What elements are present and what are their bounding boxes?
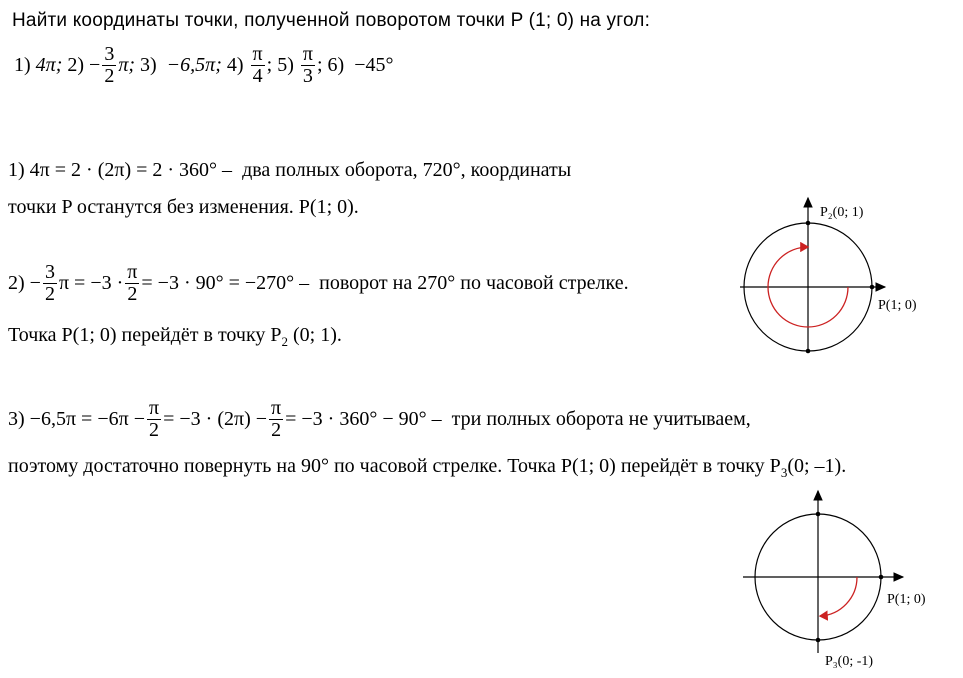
subscript: 2 xyxy=(281,334,289,349)
solution-2-math-mid-1: π = −3 · xyxy=(58,272,124,294)
separator: ; xyxy=(266,54,273,76)
task-angles xyxy=(14,44,394,87)
subscript: 3 xyxy=(780,465,788,480)
solution-1-line-2: точки P останутся без изменения. P(1; 0). xyxy=(8,196,359,218)
unit-circle-diagram-2 xyxy=(735,485,960,675)
item-number: 4) xyxy=(226,54,244,76)
angle-6: −45° xyxy=(354,54,394,76)
solution-2-line-2: Точка P(1; 0) перейдёт в точку $P_2$ (0; 1). xyxy=(8,324,342,349)
fraction-angle-5: $\frac{\pi}{3}$ xyxy=(302,43,313,87)
label-p: P(1; 0) xyxy=(887,592,926,607)
item-number: 1) xyxy=(14,54,31,76)
solution-3-fraction-2: $\frac{\pi}{2}$ xyxy=(271,397,282,441)
point-p xyxy=(879,575,884,580)
fraction-angle-2: $\frac{3}{2}$ xyxy=(104,43,115,87)
solution-2-fraction-1: $\frac{3}{2}$ xyxy=(44,261,55,305)
solution-1-line-1 xyxy=(8,159,571,182)
solution-2-prefix: 2) − xyxy=(8,272,41,294)
item-number: 5) xyxy=(277,54,294,76)
minus-sign: − xyxy=(89,54,101,76)
point-p3 xyxy=(816,638,821,643)
solution-1-math: 1) 4π = 2 · (2π) = 2 · 360° – xyxy=(8,159,233,181)
solution-3-fraction-1: $\frac{\pi}{2}$ xyxy=(148,397,160,441)
label-p3: P₃(0; -1) xyxy=(825,654,874,669)
point-bottom xyxy=(806,349,811,354)
label-p: P(1; 0) xyxy=(878,298,917,313)
solution-2-math-mid-2: = −3 · 90° = −270° – xyxy=(141,272,310,294)
point-p xyxy=(870,285,875,290)
angle-3: −6,5π; xyxy=(166,54,222,76)
rotation-arrow xyxy=(820,577,857,616)
item-number: 6) xyxy=(327,54,345,76)
task-title: Найти координаты точки, полученной поворотом точки P (1; 0) на угол: xyxy=(12,10,651,31)
solution-3-math-mid-1: = −3 · (2π) − xyxy=(163,408,268,430)
separator: ; xyxy=(316,54,323,76)
solution-2-line-1 xyxy=(8,262,629,305)
unit-circle-diagram-1 xyxy=(735,193,960,363)
solution-1-text: два полных оборота, 720°, координаты xyxy=(242,159,572,181)
item-number: 2) xyxy=(67,54,85,76)
solution-3-line-1 xyxy=(8,398,751,441)
angle-1: 4π; xyxy=(35,54,63,76)
fraction-angle-4: $\frac{\pi}{4}$ xyxy=(252,43,263,87)
solution-3-text: три полных оборота не учитываем, xyxy=(451,408,751,430)
solution-3-line-2: поэтому достаточно повернуть на 90° по часовой стрелке. Точка P(1; 0) перейдёт в точку $P_3(0$; –1). xyxy=(8,455,847,480)
solution-3-math-mid-2: = −3 · 360° − 90° – xyxy=(285,408,442,430)
solution-3-prefix: 3) −6,5π = −6π − xyxy=(8,408,145,430)
angle-2-tail: π; xyxy=(118,54,135,76)
item-number: 3) xyxy=(140,54,157,76)
point-p2 xyxy=(806,221,811,226)
solution-2-text: поворот на 270° по часовой стрелке. xyxy=(319,272,629,294)
label-p2: P₂(0; 1) xyxy=(820,205,864,220)
solution-2-fraction-2: $\frac{\pi}{2}$ xyxy=(127,261,138,305)
point-top xyxy=(816,512,821,517)
